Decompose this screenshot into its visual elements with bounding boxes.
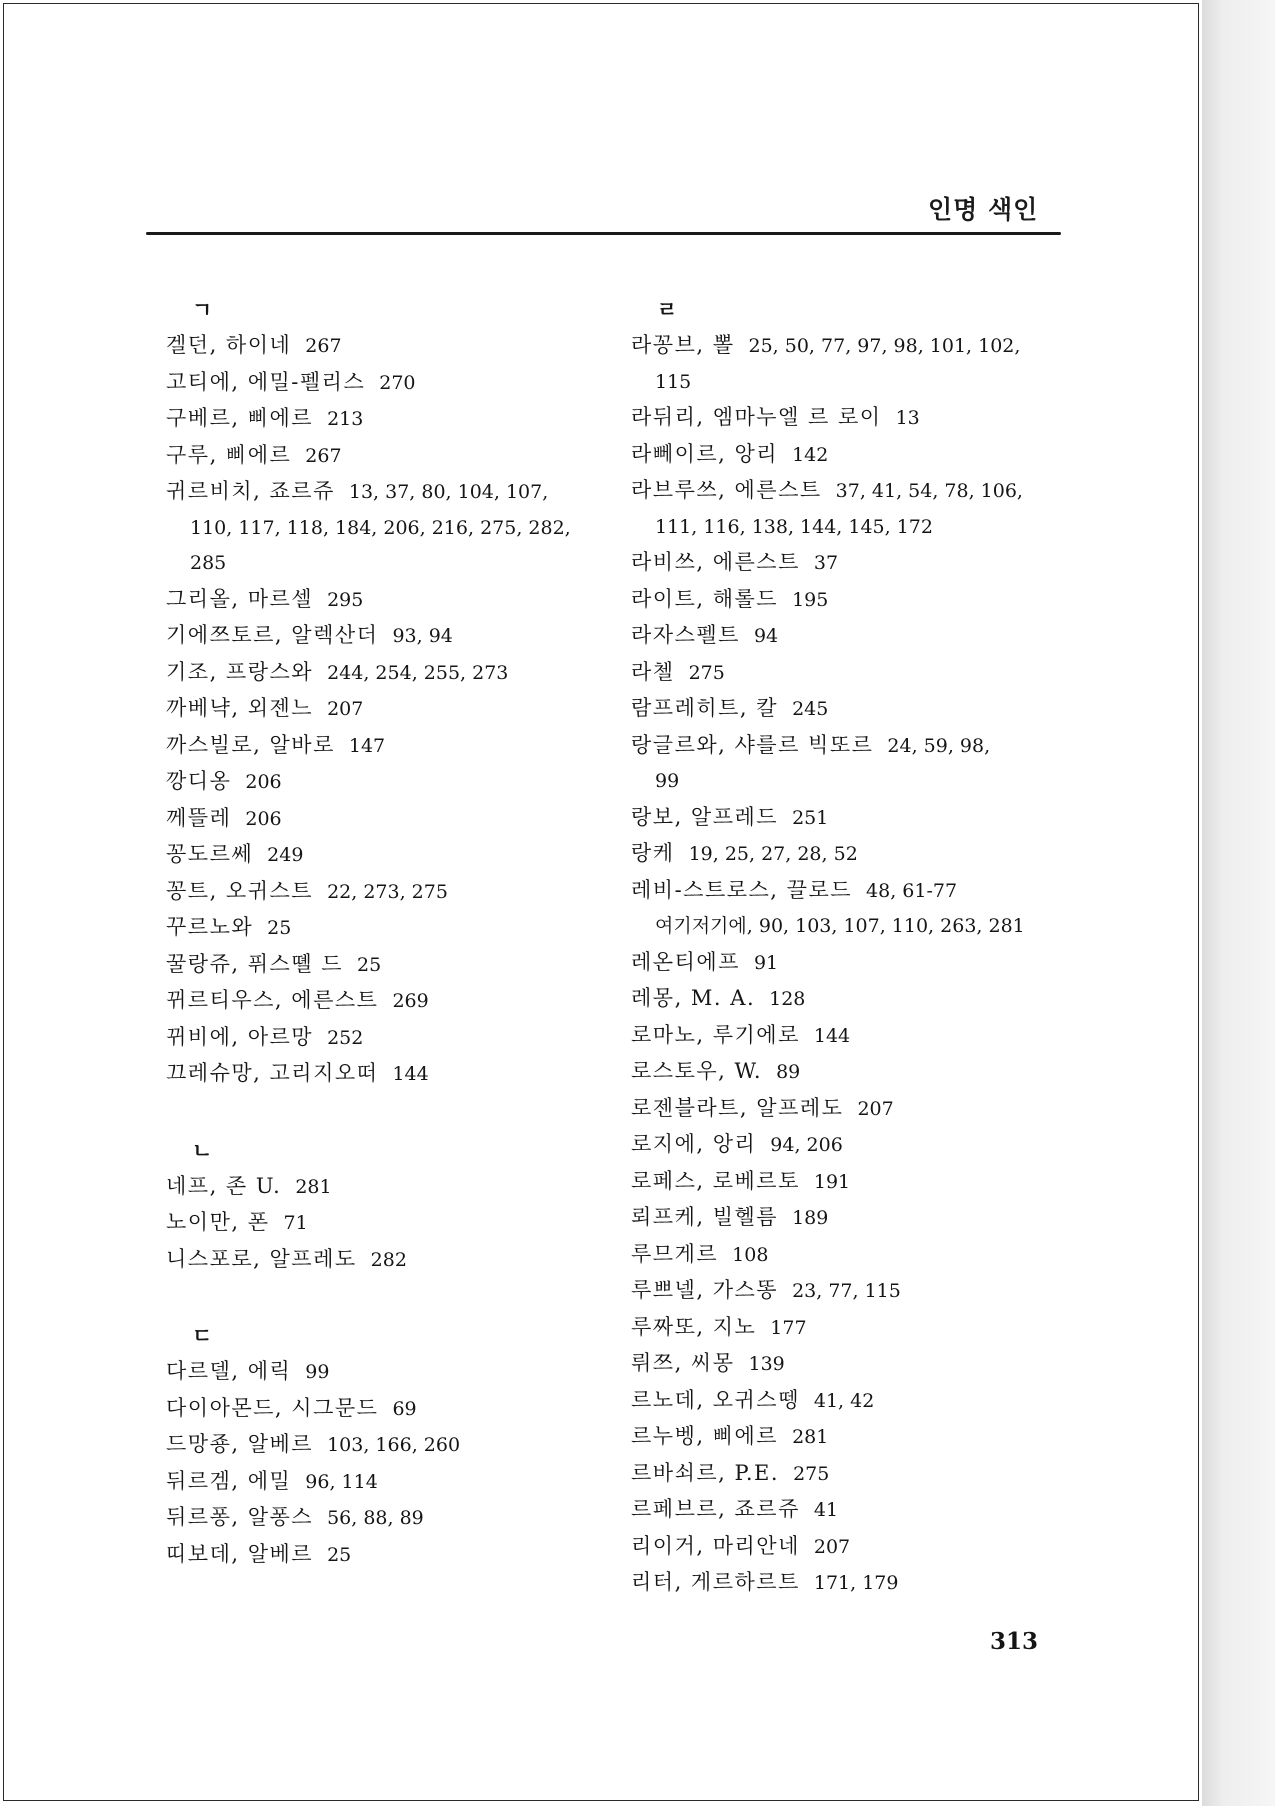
index-entry (631, 655, 1091, 692)
index-entry (631, 1237, 1091, 1274)
index-entry (631, 1492, 1091, 1529)
index-entry (166, 910, 626, 947)
entry-pages: 13 (895, 407, 920, 429)
entry-pages: 139 (748, 1353, 785, 1375)
entry-pages: 270 (379, 371, 416, 394)
entry-pages: 93, 94 (392, 625, 453, 647)
index-entry (631, 728, 1091, 800)
entry-name: 루므게르 (631, 1241, 719, 1266)
index-entry (166, 1354, 626, 1391)
index-entry (631, 873, 1091, 945)
index-entry (166, 328, 626, 365)
entry-name: 레비-스트로스, 끌로드 (631, 877, 853, 902)
section-letter-heading: ㄴ (192, 1138, 213, 1163)
index-entry (631, 1273, 1091, 1310)
entry-pages-continued: 110, 117, 118, 184, 206, 216, 275, 282, (190, 516, 571, 539)
entry-name: 로마노, 루기에로 (631, 1022, 800, 1047)
entry-pages: 128 (769, 988, 806, 1010)
entry-pages-continued: 99 (655, 770, 680, 792)
entry-pages: 281 (295, 1175, 332, 1198)
entry-pages: 275 (688, 661, 725, 684)
entry-name: 루짜또, 지노 (631, 1314, 757, 1339)
index-entry (631, 691, 1091, 728)
running-header-title: 인명 색인 (928, 195, 1039, 224)
entry-name: 로젠블라트, 알프레도 (631, 1095, 844, 1120)
index-entry (631, 1127, 1091, 1164)
entry-pages: 245 (792, 698, 829, 720)
entry-name: 꿀랑쥬, 퓌스뗼 드 (166, 951, 344, 976)
entry-pages: 96, 114 (305, 1470, 378, 1493)
entry-name: 다이아몬드, 시그문드 (166, 1395, 379, 1420)
index-entry (631, 1456, 1091, 1493)
entry-name: 라뒤리, 엠마누엘 르 로이 (631, 405, 882, 429)
index-entry (631, 800, 1091, 837)
entry-pages-continued: 111, 116, 138, 144, 145, 172 (655, 515, 933, 538)
entry-name: 뤼쯔, 씨몽 (631, 1351, 735, 1375)
entry-pages: 206 (245, 807, 282, 830)
index-entry (631, 1054, 1091, 1091)
entry-name: 다르델, 에릭 (166, 1359, 292, 1383)
index-entry (631, 1346, 1091, 1383)
entry-pages: 41 (813, 1499, 839, 1521)
entry-name: 로스토우, W. (631, 1059, 763, 1083)
index-entry (166, 438, 626, 475)
entry-pages: 144 (392, 1063, 429, 1085)
entry-name: 기에쯔토르, 알렉산더 (166, 623, 379, 647)
index-entry (166, 582, 626, 619)
entry-pages: 56, 88, 89 (327, 1507, 424, 1529)
entry-name: 께뜰레 (166, 805, 232, 830)
index-entry (166, 1391, 626, 1428)
index-entry (631, 1310, 1091, 1347)
entry-pages: 41, 42 (813, 1389, 875, 1412)
index-entry (166, 1242, 626, 1279)
index-entry (166, 728, 626, 765)
index-entry (631, 1529, 1091, 1566)
entry-name: 겔던, 하이네 (166, 333, 292, 357)
entry-name: 랑글르와, 샤를르 빅또르 (631, 732, 874, 757)
entry-pages: 207 (327, 698, 364, 720)
entry-name: 깡디옹 (166, 769, 232, 793)
entry-pages: 252 (327, 1026, 364, 1049)
entry-pages: 295 (327, 588, 364, 611)
entry-name: 니스포로, 알프레도 (166, 1246, 357, 1271)
entry-name: 라첼 (631, 659, 675, 684)
entry-pages: 213 (327, 408, 364, 430)
entry-pages: 267 (305, 444, 342, 467)
index-entry (631, 1018, 1091, 1055)
index-entry (631, 473, 1091, 545)
index-entry (631, 400, 1091, 437)
entry-name: 리이거, 마리안네 (631, 1533, 800, 1558)
entry-pages: 25 (267, 917, 292, 939)
index-entry (631, 582, 1091, 619)
entry-pages-continued: 115 (655, 370, 692, 393)
index-section (166, 1318, 626, 1573)
entry-name: 기조, 프랑스와 (166, 659, 314, 684)
entry-name: 르바쇠르, P.E. (631, 1460, 780, 1485)
entry-pages: 25 (327, 1543, 352, 1566)
index-entry (166, 365, 626, 402)
index-entry (166, 764, 626, 801)
entry-pages: 177 (770, 1316, 807, 1339)
entry-pages: 282 (370, 1248, 407, 1271)
entry-name: 리터, 게르하르트 (631, 1570, 800, 1594)
index-section (631, 292, 1091, 1602)
entry-name: 람프레히트, 칼 (631, 696, 779, 720)
entry-pages: 13, 37, 80, 104, 107, (348, 481, 549, 503)
entry-name: 그리올, 마르셀 (166, 586, 314, 611)
entry-pages: 269 (392, 990, 429, 1012)
index-entry (166, 618, 626, 655)
entry-pages: 142 (792, 443, 829, 466)
entry-pages: 144 (813, 1024, 851, 1047)
entry-pages: 171, 179 (813, 1572, 899, 1594)
index-entry (631, 1164, 1091, 1201)
entry-name: 랑케 (631, 841, 675, 865)
entry-pages: 275 (793, 1462, 830, 1485)
index-column-right (631, 292, 1091, 1602)
index-entry (166, 1056, 626, 1093)
entry-name: 귀르비치, 죠르쥬 (166, 479, 335, 503)
entry-name: 띠보데, 알베르 (166, 1541, 314, 1566)
index-entry (166, 874, 626, 911)
index-entry (631, 545, 1091, 582)
entry-pages: 189 (792, 1207, 829, 1229)
entry-pages: 22, 273, 275 (327, 880, 448, 903)
index-entry (166, 1169, 626, 1206)
entry-name: 르페브르, 죠르쥬 (631, 1497, 800, 1521)
index-entry (166, 401, 626, 438)
entry-pages: 24, 59, 98, (887, 734, 991, 757)
entry-name: 라브루쓰, 에른스트 (631, 478, 822, 502)
index-section (166, 1133, 626, 1279)
index-section (166, 292, 626, 1093)
entry-name: 뢰프케, 빌헬름 (631, 1205, 779, 1229)
section-letter-heading: ㄷ (192, 1324, 213, 1348)
entry-name: 레몽, M. A. (631, 986, 756, 1010)
entry-name: 네프, 존 U. (166, 1173, 282, 1198)
entry-pages: 251 (792, 806, 829, 829)
entry-name: 뒤르퐁, 알퐁스 (166, 1505, 314, 1529)
entry-pages-continued: 여기저기에, 90, 103, 107, 110, 263, 281 (655, 915, 1025, 937)
entry-pages: 94 (753, 625, 779, 647)
entry-name: 꽁트, 오귀스트 (166, 878, 314, 903)
index-entry (631, 328, 1091, 400)
entry-name: 뒤르겜, 에밀 (166, 1468, 292, 1493)
page-gutter (1202, 0, 1275, 1806)
entry-pages: 37, 41, 54, 78, 106, (835, 480, 1023, 502)
index-entry (166, 1427, 626, 1464)
entry-name: 드망죵, 알베르 (166, 1432, 314, 1456)
entry-pages: 19, 25, 27, 28, 52 (688, 843, 858, 865)
entry-pages: 207 (813, 1535, 851, 1558)
index-entry (631, 1091, 1091, 1128)
entry-name: 까스빌로, 알바로 (166, 732, 335, 757)
index-entry (631, 1419, 1091, 1456)
index-entry (166, 1464, 626, 1501)
entry-name: 라꽁브, 뽈 (631, 333, 735, 357)
header-rule (146, 232, 1061, 235)
entry-pages: 281 (792, 1426, 829, 1448)
entry-name: 라이트, 해롤드 (631, 586, 779, 611)
entry-pages: 23, 77, 115 (792, 1280, 901, 1302)
entry-pages: 25, 50, 77, 97, 98, 101, 102, (748, 335, 1021, 357)
entry-pages: 267 (305, 335, 342, 357)
entry-name: 레온티에프 (631, 949, 740, 974)
entry-name: 뀌르티우스, 에른스트 (166, 988, 379, 1012)
entry-name: 르노데, 오귀스뗑 (631, 1387, 800, 1412)
entry-name: 까베냑, 외젠느 (166, 696, 314, 720)
section-letter-heading: ㄱ (192, 298, 213, 322)
index-entry (166, 691, 626, 728)
index-entry (166, 655, 626, 692)
entry-pages-continued: 285 (190, 552, 227, 574)
entry-name: 노이만, 폰 (166, 1210, 270, 1234)
entry-pages: 244, 254, 255, 273 (327, 661, 509, 684)
entry-name: 로페스, 로베르토 (631, 1168, 800, 1193)
entry-name: 고티에, 에밀-펠리스 (166, 369, 366, 394)
entry-pages: 89 (776, 1061, 801, 1083)
index-entry (631, 945, 1091, 982)
entry-name: 루쁘넬, 가스똥 (631, 1278, 779, 1302)
entry-name: 라자스펠트 (631, 623, 740, 647)
entry-name: 랑보, 알프레드 (631, 804, 779, 829)
index-column-left (166, 292, 626, 1573)
section-letter-heading: ㄹ (657, 298, 678, 322)
index-entry (631, 618, 1091, 655)
page-number: 313 (990, 1628, 1039, 1655)
entry-pages: 94, 206 (770, 1134, 843, 1156)
entry-pages: 191 (813, 1170, 851, 1193)
entry-pages: 99 (305, 1361, 330, 1383)
index-entry (166, 1020, 626, 1057)
entry-pages: 207 (857, 1097, 894, 1120)
entry-pages: 249 (267, 844, 304, 866)
entry-name: 끄레슈망, 고리지오떠 (166, 1061, 379, 1085)
entry-pages: 195 (792, 588, 829, 611)
entry-pages: 91 (753, 951, 779, 974)
index-entry (166, 947, 626, 984)
entry-name: 뀌비에, 아르망 (166, 1024, 314, 1049)
entry-name: 르누벵, 삐에르 (631, 1424, 779, 1448)
entry-pages: 37 (813, 552, 839, 574)
index-entry (631, 1565, 1091, 1602)
index-entry (631, 1200, 1091, 1237)
index-entry (166, 1537, 626, 1574)
index-entry (631, 437, 1091, 474)
index-entry (631, 981, 1091, 1018)
index-entry (166, 1205, 626, 1242)
entry-pages: 108 (732, 1243, 769, 1266)
entry-pages: 69 (392, 1397, 417, 1420)
entry-name: 꾸르노와 (166, 915, 254, 939)
entry-name: 구베르, 삐에르 (166, 406, 314, 430)
entry-pages: 206 (245, 771, 282, 793)
entry-pages: 147 (348, 734, 386, 757)
index-entry (166, 1500, 626, 1537)
entry-name: 로지에, 앙리 (631, 1132, 757, 1156)
index-entry (166, 837, 626, 874)
entry-name: 라뻬이르, 앙리 (631, 441, 779, 466)
index-entry (166, 983, 626, 1020)
index-entry (166, 474, 626, 582)
index-entry (631, 836, 1091, 873)
index-entry (631, 1383, 1091, 1420)
index-entry (166, 801, 626, 838)
entry-name: 구루, 삐에르 (166, 442, 292, 467)
entry-pages: 25 (357, 953, 382, 976)
entry-name: 라비쓰, 에른스트 (631, 550, 800, 574)
entry-pages: 71 (283, 1212, 308, 1234)
entry-name: 꽁도르쎄 (166, 842, 254, 866)
entry-pages: 48, 61-77 (866, 879, 958, 902)
entry-pages: 103, 166, 260 (327, 1434, 461, 1456)
